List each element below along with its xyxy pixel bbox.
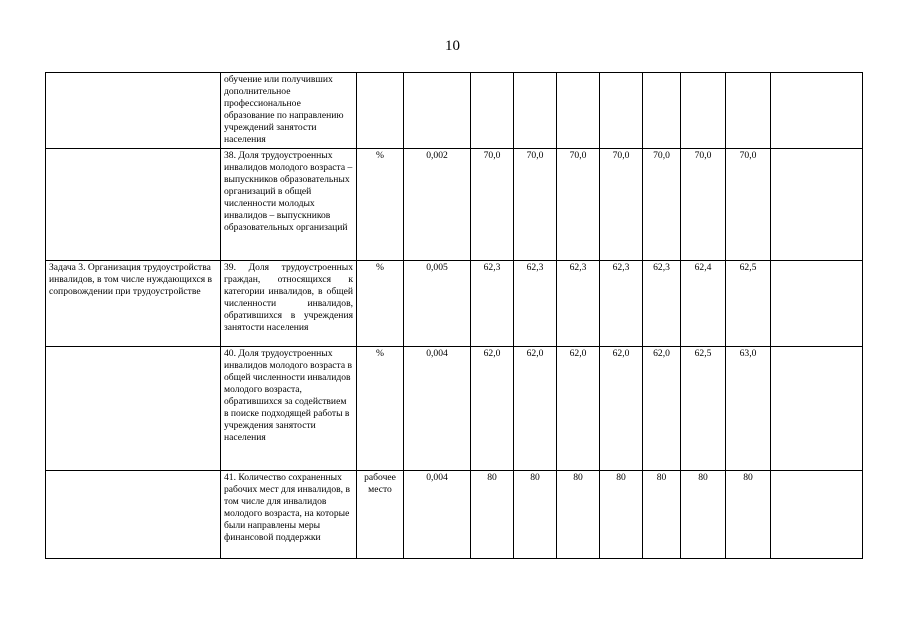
value-cell: 70,0: [557, 149, 600, 261]
value-cell: 80: [557, 471, 600, 559]
table-row: [46, 149, 863, 261]
weight-cell: 0,004: [404, 471, 471, 559]
indicator-cell: 40. Доля трудоустроенных инвалидов молодого возраста в общей численности инвалидов молодого возраста, обратившихся за содействием в поиске подходящей работы в учреждения занятости населения: [221, 347, 357, 471]
value-cell: 62,3: [600, 261, 643, 347]
value-cell: 62,5: [726, 261, 771, 347]
value-cell: 63,0: [726, 347, 771, 471]
task-cell: [46, 149, 221, 261]
value-cell: 62,4: [681, 261, 726, 347]
value-cell: 62,3: [643, 261, 681, 347]
value-cell: 70,0: [643, 149, 681, 261]
weight-cell: 0,005: [404, 261, 471, 347]
indicators-table: [45, 72, 863, 559]
weight-cell: [404, 73, 471, 149]
page-number: 10: [445, 38, 460, 54]
value-cell: 70,0: [726, 149, 771, 261]
weight-cell: 0,002: [404, 149, 471, 261]
unit-cell: %: [357, 261, 404, 347]
value-cell: 62,0: [557, 347, 600, 471]
note-cell: [771, 149, 863, 261]
note-cell: [771, 471, 863, 559]
unit-cell: %: [357, 149, 404, 261]
value-cell: 62,0: [600, 347, 643, 471]
task-cell: Задача 3. Организация трудоустройства инвалидов, в том числе нуждающихся в сопровождении при трудоустройстве: [46, 261, 221, 347]
task-cell: [46, 73, 221, 149]
value-cell: 80: [726, 471, 771, 559]
indicator-cell: обучение или получивших дополнительное профессиональное образование по направлению учреждений занятости населения: [221, 73, 357, 149]
value-cell: [557, 73, 600, 149]
value-cell: 70,0: [514, 149, 557, 261]
value-cell: 80: [471, 471, 514, 559]
value-cell: 70,0: [471, 149, 514, 261]
value-cell: 62,5: [681, 347, 726, 471]
table-row: [46, 261, 863, 347]
unit-cell: [357, 73, 404, 149]
table-row: [46, 471, 863, 559]
value-cell: [643, 73, 681, 149]
table-row: [46, 347, 863, 471]
note-cell: [771, 347, 863, 471]
table-row: [46, 73, 863, 149]
value-cell: 70,0: [681, 149, 726, 261]
value-cell: 62,3: [557, 261, 600, 347]
value-cell: [726, 73, 771, 149]
weight-cell: 0,004: [404, 347, 471, 471]
value-cell: 62,0: [471, 347, 514, 471]
task-cell: [46, 471, 221, 559]
value-cell: 80: [643, 471, 681, 559]
indicator-cell: 38. Доля трудоустроенных инвалидов молодого возраста – выпускников образовательных организаций в общей численности молодых инвалидов – выпускников образовательных организаций: [221, 149, 357, 261]
value-cell: [514, 73, 557, 149]
note-cell: [771, 73, 863, 149]
unit-cell: %: [357, 347, 404, 471]
task-cell: [46, 347, 221, 471]
value-cell: [600, 73, 643, 149]
value-cell: [681, 73, 726, 149]
unit-cell: рабочее место: [357, 471, 404, 559]
value-cell: 80: [681, 471, 726, 559]
value-cell: 62,0: [643, 347, 681, 471]
value-cell: [471, 73, 514, 149]
indicator-cell: 39. Доля трудоустроенных граждан, относящихся к категории инвалидов, в общей численности инвалидов, обратившихся в учреждения занятости населения: [221, 261, 357, 347]
indicator-cell: 41. Количество сохраненных рабочих мест для инвалидов, в том числе для инвалидов молодого возраста, на которые были направлены меры финансовой поддержки: [221, 471, 357, 559]
value-cell: 62,3: [471, 261, 514, 347]
value-cell: 70,0: [600, 149, 643, 261]
value-cell: 62,0: [514, 347, 557, 471]
value-cell: 80: [600, 471, 643, 559]
value-cell: 80: [514, 471, 557, 559]
note-cell: [771, 261, 863, 347]
value-cell: 62,3: [514, 261, 557, 347]
